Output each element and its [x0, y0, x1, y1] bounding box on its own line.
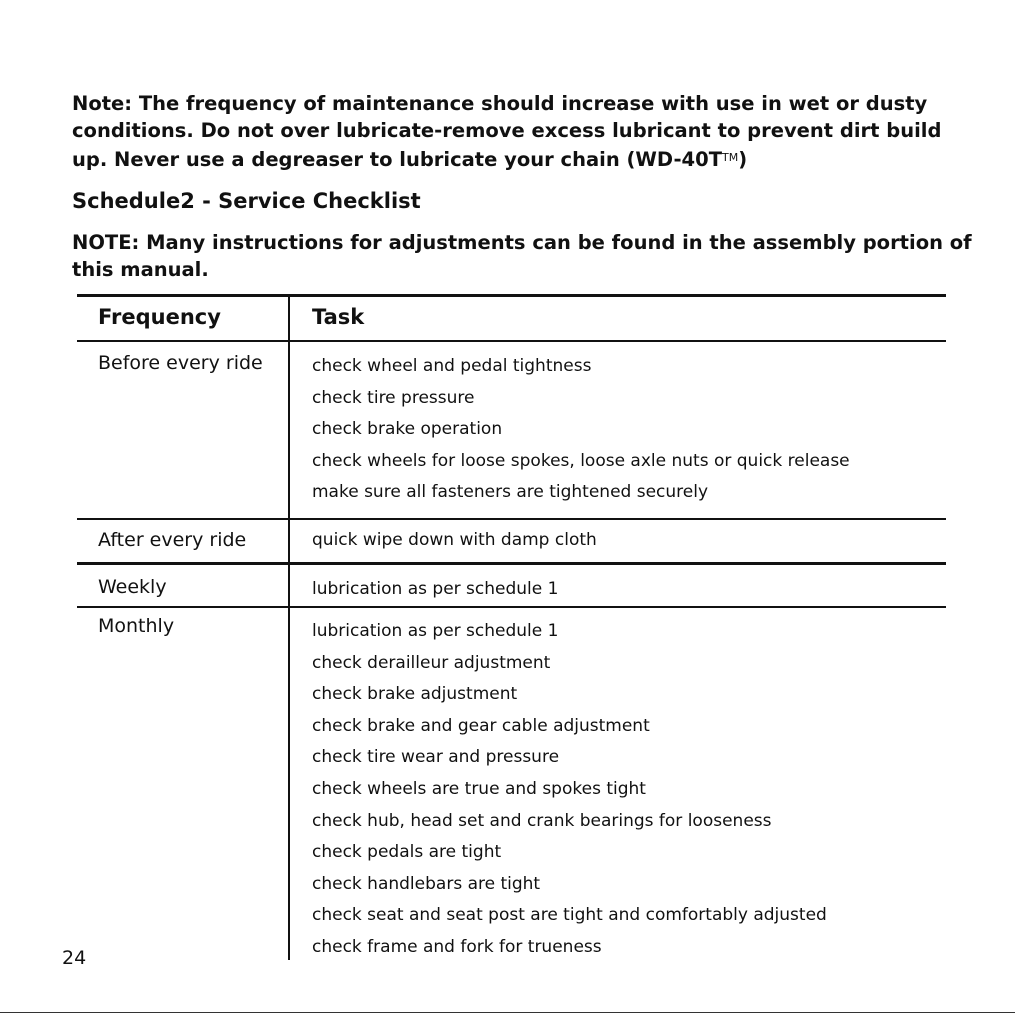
- row-frequency: Before every ride: [98, 352, 263, 374]
- page-number: 24: [62, 947, 87, 969]
- row-divider: [77, 518, 946, 520]
- task-item: check wheels are true and spokes tight: [312, 778, 646, 799]
- maintenance-note-text: Note: The frequency of maintenance should increase with use in wet or dusty conditions. Do not over lubricate-remove excess lubricant to prevent dirt build up. Never use a degreaser to lubricate your chain (WD-40T: [72, 92, 942, 171]
- column-divider: [288, 296, 290, 960]
- header-rule: [77, 340, 946, 342]
- task-item: check pedals are tight: [312, 842, 502, 863]
- trademark-symbol: TM: [722, 151, 739, 164]
- task-item: check hub, head set and crank bearings for looseness: [312, 810, 772, 831]
- header-frequency: Frequency: [98, 305, 221, 329]
- section-title: Schedule2 - Service Checklist: [72, 189, 421, 213]
- page-bottom-rule: [0, 1012, 1015, 1013]
- row-divider: [77, 562, 946, 565]
- row-frequency: After every ride: [98, 529, 247, 551]
- task-item: check brake adjustment: [312, 684, 518, 705]
- task-item: check handlebars are tight: [312, 873, 541, 894]
- row-tasks: [312, 351, 850, 509]
- table-top-rule: [77, 294, 946, 297]
- task-item: check brake and gear cable adjustment: [312, 715, 650, 736]
- row-frequency: Weekly: [98, 576, 167, 598]
- task-item: check derailleur adjustment: [312, 652, 551, 673]
- task-item: quick wipe down with damp cloth: [312, 530, 597, 550]
- maintenance-note-close: ): [738, 148, 748, 171]
- task-item: check brake operation: [312, 419, 503, 440]
- row-tasks: [312, 616, 827, 964]
- task-item: lubrication as per schedule 1: [312, 621, 559, 641]
- task-item: lubrication as per schedule 1: [312, 579, 559, 599]
- task-item: check tire pressure: [312, 387, 475, 408]
- row-tasks: [312, 525, 597, 557]
- task-item: check frame and fork for trueness: [312, 936, 602, 957]
- task-item: check tire wear and pressure: [312, 747, 560, 768]
- task-item: check seat and seat post are tight and comfortably adjusted: [312, 905, 827, 926]
- assembly-note: NOTE: Many instructions for adjustments can be found in the assembly portion of this manual.: [72, 231, 972, 281]
- row-frequency: Monthly: [98, 615, 175, 637]
- task-item: make sure all fasteners are tightened securely: [312, 482, 709, 503]
- task-item: check wheel and pedal tightness: [312, 356, 592, 376]
- maintenance-note: [72, 90, 972, 173]
- row-divider: [77, 606, 946, 608]
- row-tasks: [312, 574, 558, 606]
- task-item: check wheels for loose spokes, loose axle nuts or quick release: [312, 450, 850, 471]
- header-task: Task: [312, 305, 365, 329]
